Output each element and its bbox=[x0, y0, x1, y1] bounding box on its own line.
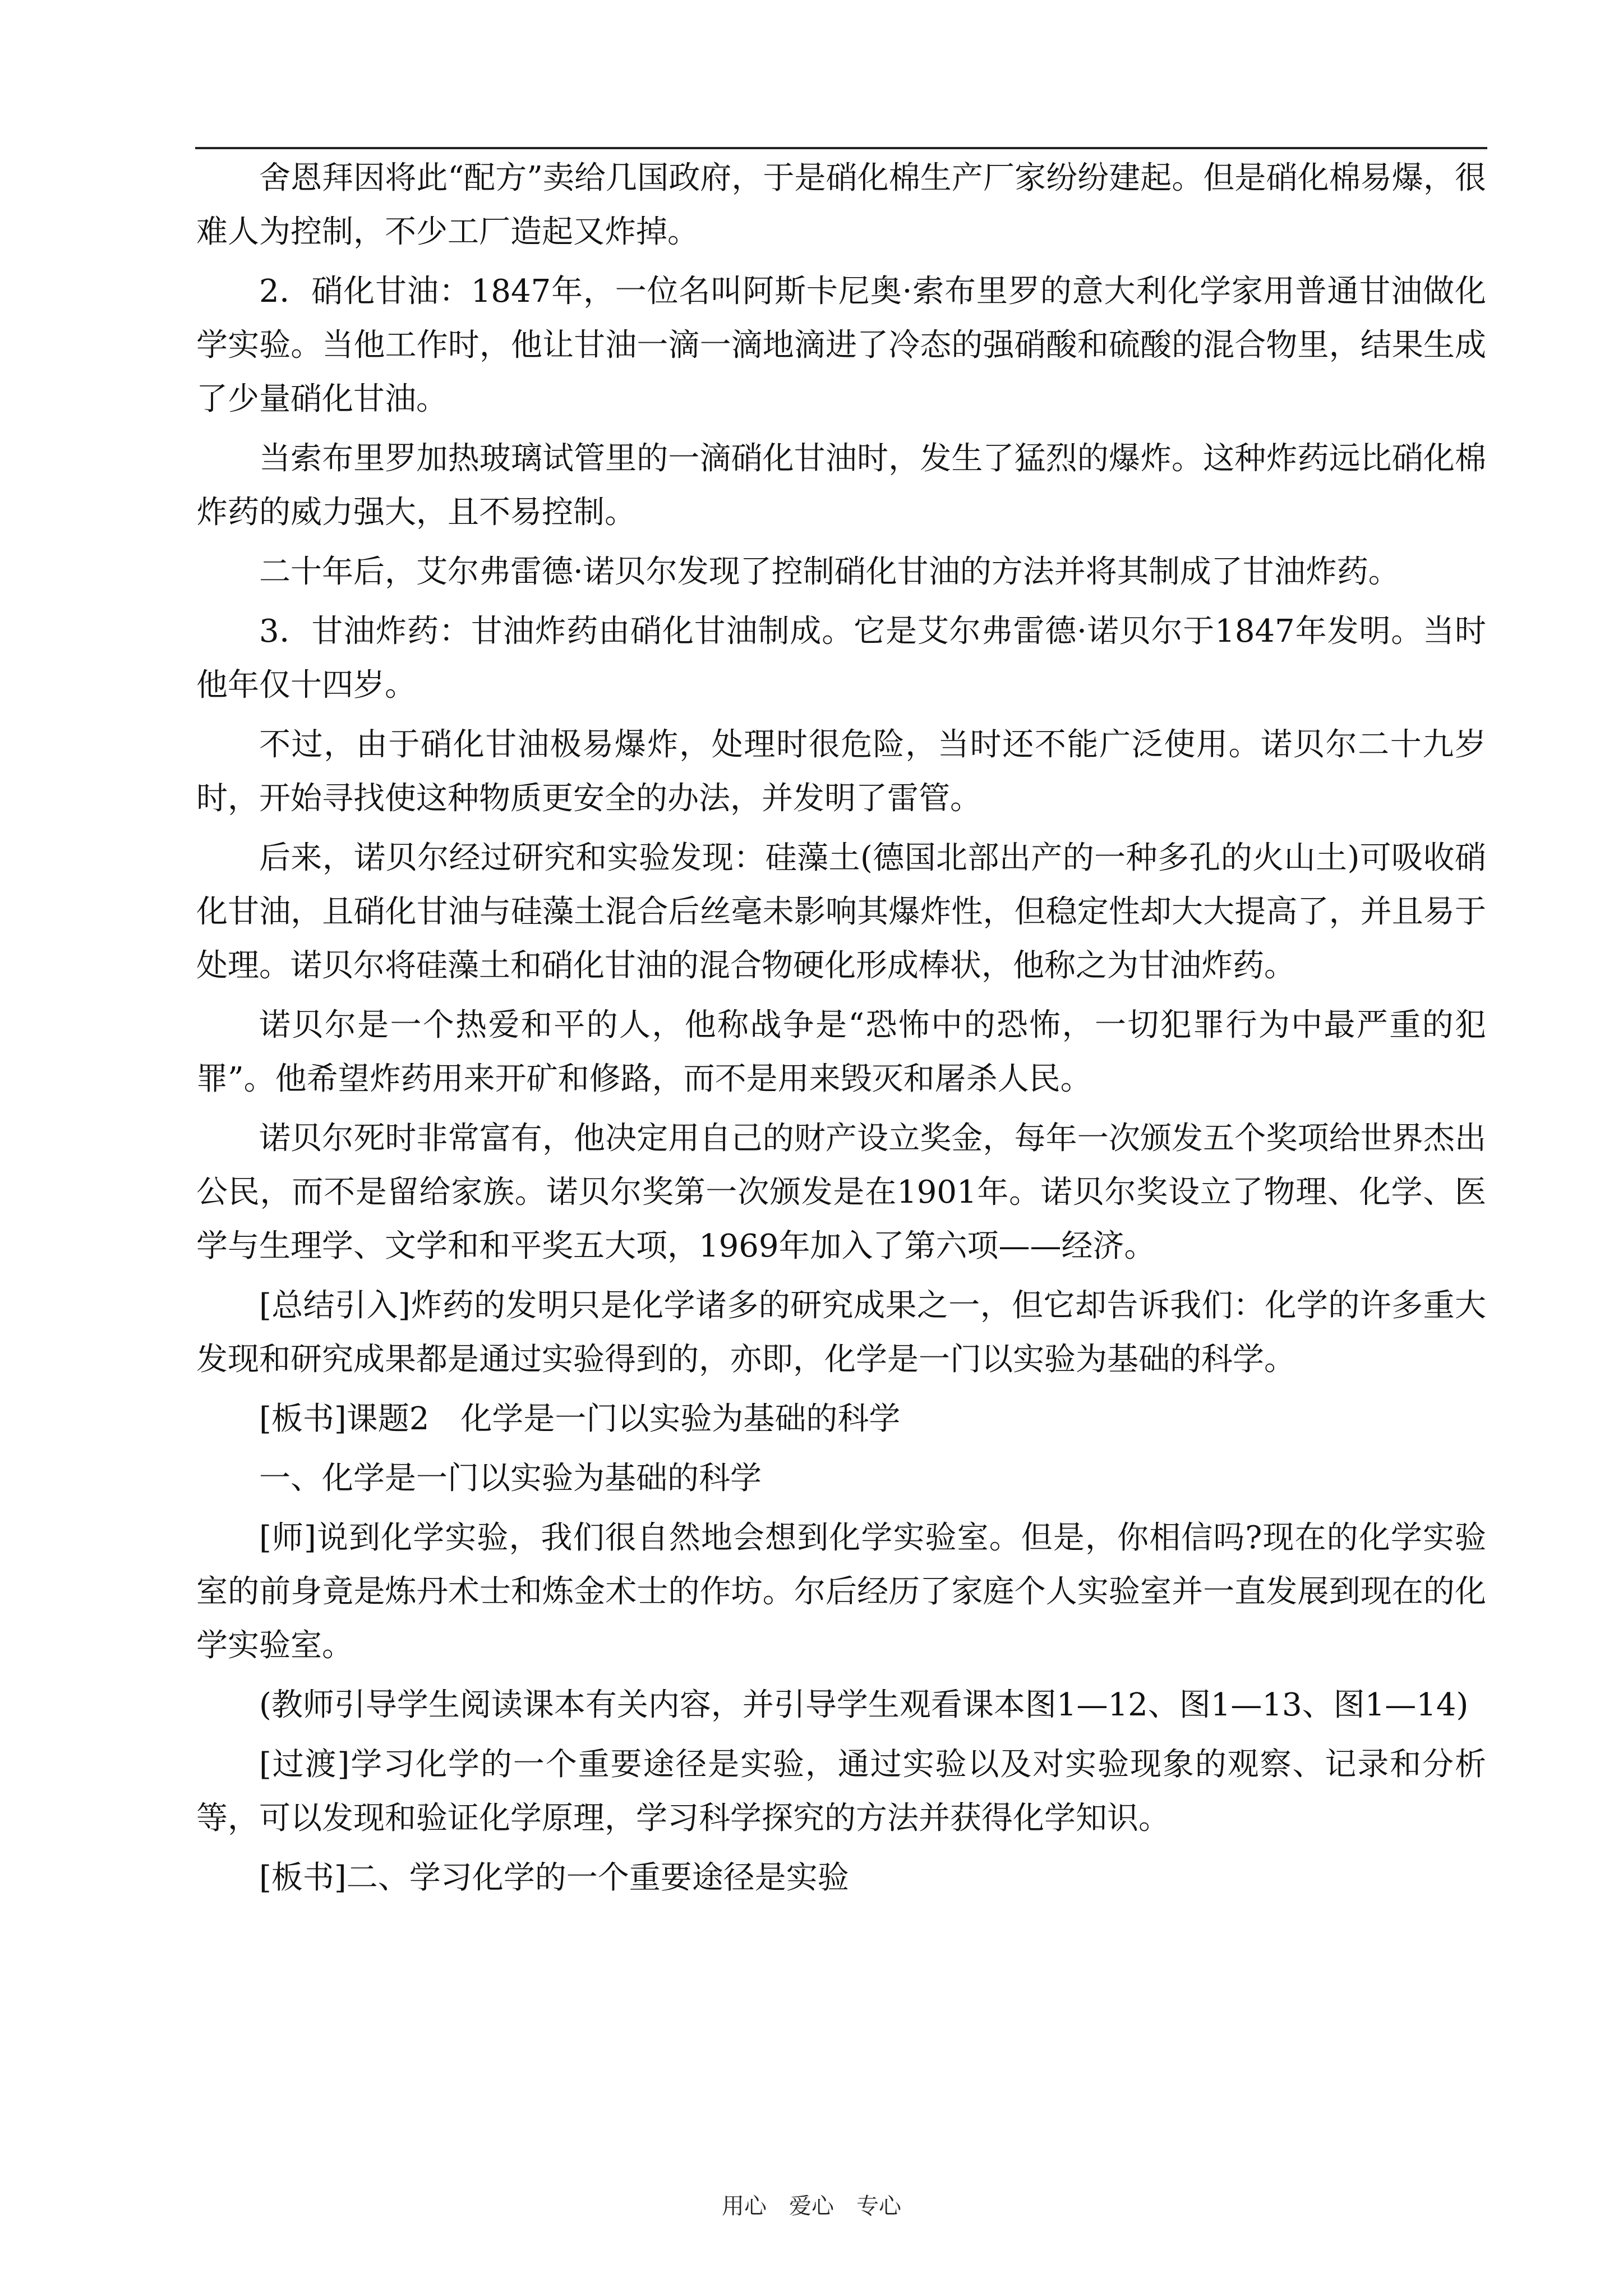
paragraph: [师]说到化学实验，我们很自然地会想到化学实验室。但是，你相信吗?现在的化学实验室的前身竟是炼丹术士和炼金术士的作坊。尔后经历了家庭个人实验室并一直发展到现在的化学实验室。 bbox=[196, 1520, 1486, 1664]
section-heading: 一、化学是一门以实验为基础的科学 bbox=[259, 1460, 762, 1497]
paragraph: (教师引导学生阅读课本有关内容，并引导学生观看课本图1—12、图1—13、图1—14) bbox=[259, 1687, 1469, 1723]
paragraph: 当索布里罗加热玻璃试管里的一滴硝化甘油时，发生了猛烈的爆炸。这种炸药远比硝化棉炸药的威力强大，且不易控制。 bbox=[196, 440, 1486, 531]
paragraph-board-title: [板书]二、学习化学的一个重要途径是实验 bbox=[259, 1860, 849, 1896]
paragraph: 诺贝尔死时非常富有，他决定用自己的财产设立奖金，每年一次颁发五个奖项给世界杰出公民，而不是留给家族。诺贝尔奖第一次颁发是在1901年。诺贝尔奖设立了物理、化学、医学与生理学、文学和和平奖五大项，1969年加入了第六项——经济。 bbox=[196, 1120, 1486, 1264]
header-rule bbox=[195, 147, 1487, 149]
document-body bbox=[196, 151, 1486, 1905]
paragraph-board-title: [板书]课题2 化学是一门以实验为基础的科学 bbox=[259, 1401, 901, 1437]
paragraph: 后来，诺贝尔经过研究和实验发现：硅藻土(德国北部出产的一种多孔的火山土)可吸收硝化甘油，且硝化甘油与硅藻土混合后丝毫未影响其爆炸性，但稳定性却大大提高了，并且易于处理。诺贝尔将硅藻土和硝化甘油的混合物硬化形成棒状，他称之为甘油炸药。 bbox=[196, 840, 1486, 984]
paragraph: 不过，由于硝化甘油极易爆炸，处理时很危险，当时还不能广泛使用。诺贝尔二十九岁时，开始寻找使这种物质更安全的办法，并发明了雷管。 bbox=[196, 726, 1486, 817]
paragraph: 2．硝化甘油：1847年，一位名叫阿斯卡尼奥·索布里罗的意大利化学家用普通甘油做化学实验。当他工作时，他让甘油一滴一滴地滴进了冷态的强硝酸和硫酸的混合物里，结果生成了少量硝化甘油。 bbox=[196, 273, 1486, 417]
paragraph: [过渡]学习化学的一个重要途径是实验，通过实验以及对实验现象的观察、记录和分析等，可以发现和验证化学原理，学习科学探究的方法并获得化学知识。 bbox=[196, 1746, 1486, 1837]
paragraph: 3．甘油炸药：甘油炸药由硝化甘油制成。它是艾尔弗雷德·诺贝尔于1847年发明。当时他年仅十四岁。 bbox=[196, 613, 1486, 703]
paragraph: 舍恩拜因将此“配方”卖给几国政府，于是硝化棉生产厂家纷纷建起。但是硝化棉易爆，很难人为控制，不少工厂造起又炸掉。 bbox=[196, 160, 1486, 250]
paragraph: [总结引入]炸药的发明只是化学诸多的研究成果之一，但它却告诉我们：化学的许多重大发现和研究成果都是通过实验得到的，亦即，化学是一门以实验为基础的科学。 bbox=[196, 1287, 1486, 1378]
paragraph: 诺贝尔是一个热爱和平的人，他称战争是“恐怖中的恐怖，一切犯罪行为中最严重的犯罪”。他希望炸药用来开矿和修路，而不是用来毁灭和屠杀人民。 bbox=[196, 1007, 1486, 1097]
page-footer: 用心 爱心 专心 bbox=[722, 2193, 901, 2219]
paragraph: 二十年后，艾尔弗雷德·诺贝尔发现了控制硝化甘油的方法并将其制成了甘油炸药。 bbox=[259, 554, 1400, 590]
